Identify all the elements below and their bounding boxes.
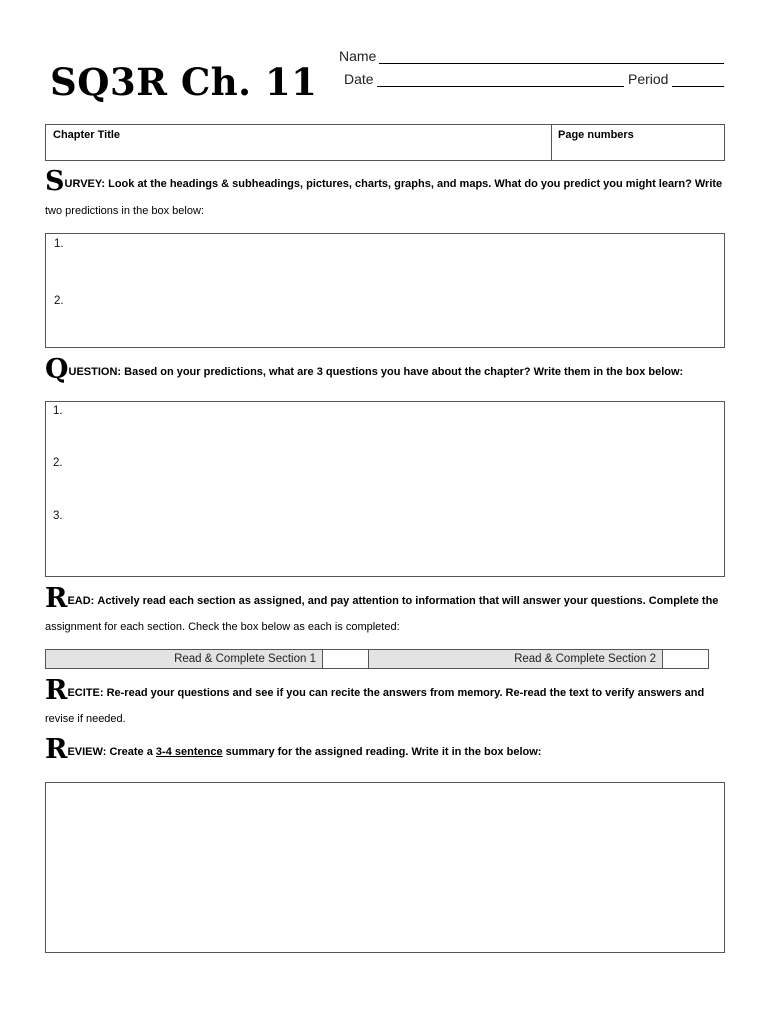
- survey-answer-box[interactable]: [45, 233, 725, 348]
- question-instruction: [45, 356, 735, 383]
- read-section-2-checkbox[interactable]: [663, 650, 708, 668]
- question-text-line1: Based on your predictions, what are 3 questions you have about the chapter? Write them in the box below:: [124, 366, 684, 378]
- read-text-line1: Actively read each section as assigned, and pay attention to information that will answer your questions. Complete the: [97, 595, 719, 607]
- review-text-pre: Create a: [109, 746, 153, 758]
- read-section-1-checkbox[interactable]: [323, 650, 369, 668]
- period-label: Period: [628, 71, 669, 87]
- question-answer-box[interactable]: [45, 401, 725, 577]
- page-numbers-label: Page numbers: [558, 129, 634, 141]
- question-item-1: 1.: [53, 405, 63, 417]
- read-checklist-row: [45, 649, 709, 669]
- survey-instruction: [45, 168, 735, 195]
- date-label: Date: [344, 71, 374, 87]
- read-initial: R: [45, 583, 68, 614]
- question-item-2: 2.: [53, 457, 63, 469]
- review-initial: R: [45, 734, 68, 765]
- name-label: Name: [339, 48, 377, 64]
- survey-text-line1: Look at the headings & subheadings, pictures, charts, graphs, and maps. What do you predict you might learn? Write: [108, 178, 723, 190]
- read-section-2-label: Read & Complete Section 2: [369, 650, 663, 668]
- survey-text-line2: two predictions in the box below:: [45, 205, 204, 217]
- review-heading: EVIEW:: [67, 746, 107, 758]
- survey-item-1: 1.: [54, 238, 64, 250]
- survey-heading: URVEY:: [64, 178, 106, 190]
- read-text-line2: assignment for each section. Check the box below as each is completed:: [45, 621, 400, 633]
- chapter-info-row: [45, 124, 725, 161]
- survey-item-2: 2.: [54, 295, 64, 307]
- chapter-title-label: Chapter Title: [53, 129, 121, 141]
- review-instruction: [45, 736, 735, 763]
- recite-text-line1: Re-read your questions and see if you can recite the answers from memory. Re-read the text to verify answers and: [106, 687, 705, 699]
- period-field[interactable]: [672, 86, 724, 87]
- question-initial: Q: [45, 354, 69, 385]
- name-field[interactable]: [379, 63, 724, 64]
- worksheet-title: SQ3R Ch. 11: [50, 60, 318, 104]
- read-section-1-label: Read & Complete Section 1: [46, 650, 323, 668]
- read-instruction: [45, 585, 735, 612]
- recite-text-line2: revise if needed.: [45, 713, 126, 725]
- recite-heading: ECITE:: [67, 687, 104, 699]
- row-divider: [551, 125, 552, 160]
- review-answer-box[interactable]: [45, 782, 725, 953]
- recite-initial: R: [45, 675, 68, 706]
- review-text-post: summary for the assigned reading. Write it in the box below:: [225, 746, 542, 758]
- question-item-3: 3.: [53, 510, 63, 522]
- read-heading: EAD:: [67, 595, 95, 607]
- review-text-underlined: 3-4 sentence: [155, 746, 223, 758]
- question-heading: UESTION:: [68, 366, 122, 378]
- date-field[interactable]: [377, 86, 624, 87]
- survey-initial: S: [45, 166, 65, 197]
- recite-instruction: [45, 677, 735, 704]
